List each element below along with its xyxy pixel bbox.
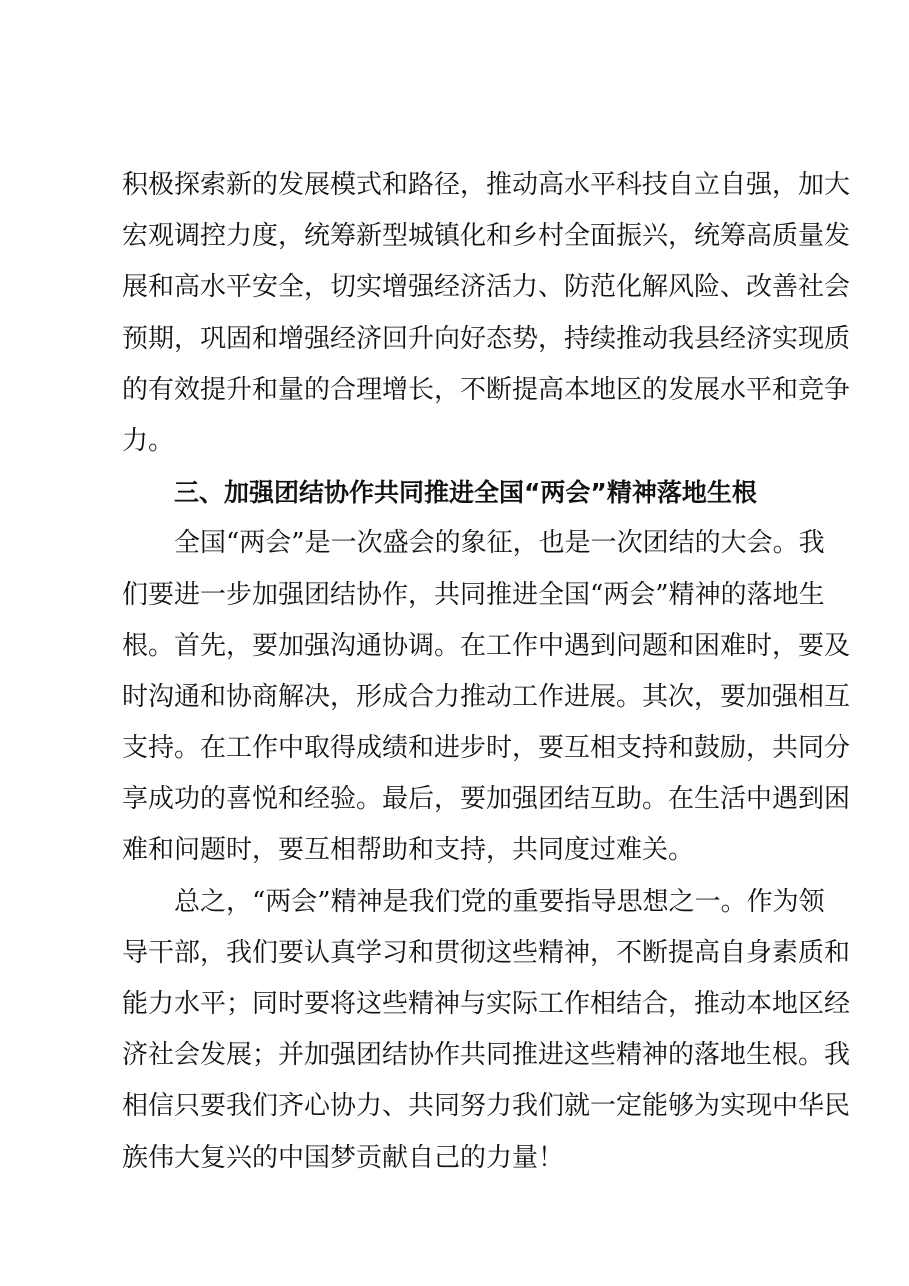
text-line: 导干部，我们要认真学习和贯彻这些精神，不断提高自身素质和	[122, 937, 851, 968]
paragraph-1	[122, 160, 851, 467]
text-line: 积极探索新的发展模式和路径，推动高水平科技自立自强，加大	[122, 170, 851, 200]
text-line: 族伟大复兴的中国梦贡献自己的力量！	[122, 1142, 565, 1173]
text-line: 难和问题时，要互相帮助和支持，共同度过难关。	[122, 835, 695, 866]
text-line: 们要进一步加强团结协作，共同推进全国“两会”精神的落地生	[122, 579, 825, 610]
text-line: 相信只要我们齐心协力、共同努力我们就一定能够为实现中华民	[122, 1091, 851, 1122]
text-line: 济社会发展；并加强团结协作共同推进这些精神的落地生根。我	[122, 1040, 851, 1071]
text-line: 宏观调控力度，统筹新型城镇化和乡村全面振兴，统筹高质量发	[122, 221, 851, 252]
section-heading: 三、加强团结协作共同推进全国“两会”精神落地生根	[174, 478, 757, 508]
document-body	[122, 160, 851, 1184]
paragraph-3	[122, 877, 851, 1184]
paragraph-2	[122, 518, 851, 876]
text-line: 总之，“两会”精神是我们党的重要指导思想之一。作为领	[174, 886, 825, 917]
text-line: 支持。在工作中取得成绩和进步时，要互相支持和鼓励，共同分	[122, 733, 851, 764]
text-line: 力。	[122, 425, 175, 456]
text-line: 根。首先，要加强沟通协调。在工作中遇到问题和困难时，要及	[122, 630, 851, 661]
text-line: 享成功的喜悦和经验。最后，要加强团结互助。在生活中遇到困	[122, 784, 851, 815]
text-line: 的有效提升和量的合理增长，不断提高本地区的发展水平和竞争	[122, 374, 851, 405]
text-line: 全国“两会”是一次盛会的象征，也是一次团结的大会。我	[174, 528, 825, 559]
text-line: 展和高水平安全，切实增强经济活力、防范化解风险、改善社会	[122, 272, 851, 303]
text-line: 预期，巩固和增强经济回升向好态势，持续推动我县经济实现质	[122, 323, 851, 354]
text-line: 时沟通和协商解决，形成合力推动工作进展。其次，要加强相互	[122, 681, 851, 712]
text-line: 能力水平；同时要将这些精神与实际工作相结合，推动本地区经	[122, 989, 851, 1019]
